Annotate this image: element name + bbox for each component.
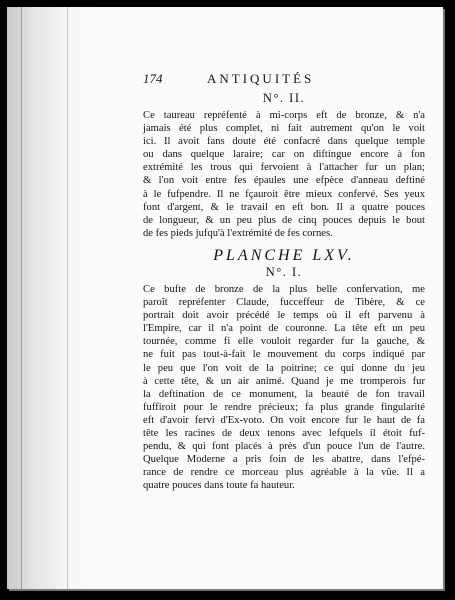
text-line: pendu, & qui font placés à près d'un pouce l'un de l'autre. bbox=[143, 441, 425, 453]
text-line: de longueur, & un peu plus de cinq pouces depuis le bout bbox=[143, 214, 425, 226]
text-line: Quelque Moderne a pris foin de les abattre, dans l'efpé- bbox=[143, 454, 425, 466]
text-line: portrait doit avoir précédé le temps où il eft parvenu à bbox=[143, 310, 425, 322]
text-line: tête les racines de deux tenons avec lefquels il étoit fuf- bbox=[143, 427, 425, 439]
text-line: de fes pieds jufqu'à l'extrémité de fes cornes. bbox=[143, 227, 333, 239]
text-line: jamais été plus complet, ni fait autrement qu'on le voit bbox=[143, 123, 425, 135]
text-line: à cette tête, & un air animé. Quand je me tromperois fur bbox=[143, 375, 425, 387]
text-line: extrémité les trous qui fervoient à l'attacher fur un plan; bbox=[143, 162, 425, 174]
section-number: N°. I. bbox=[265, 264, 303, 279]
section-number: N°. II. bbox=[262, 91, 306, 105]
text-line: Ce bufte de bronze de la plus belle confervation, me bbox=[143, 283, 425, 295]
text-column bbox=[143, 71, 425, 492]
text-line: ne fuit pas tout-à-fait le mouvement du corps indiqué par bbox=[143, 349, 425, 361]
text-line: rance de rendre ce morceau plus agréable à la vûe. Il a bbox=[143, 467, 425, 479]
plate-title: PLANCHE LXV. bbox=[213, 246, 355, 264]
text-line: tournée, comme fi elle vouloit regarder fur la gauche, & bbox=[143, 336, 425, 348]
paragraph bbox=[143, 283, 425, 493]
text-line: ici. Il avoit fans doute été confacré dans quelque temple bbox=[143, 136, 425, 148]
text-line: eft d'avoir fervi d'Ex-voto. On voit encore fur le haut de fa bbox=[143, 414, 425, 426]
gutter-line bbox=[21, 7, 22, 589]
page-number: 174 bbox=[143, 71, 163, 86]
text-line: ou dans quelque laraire; car on diftingue encore à fon bbox=[143, 149, 425, 161]
page-header bbox=[143, 71, 425, 93]
text-line: le peu que l'on voit de la poitrine; ce qui donne du jeu bbox=[143, 362, 425, 374]
text-line: font d'argent, & le travail en eft bon. Il a quatre pouces bbox=[143, 201, 425, 213]
gutter-line bbox=[67, 7, 68, 589]
text-line: la deftination de ce monument, la beauté de fon travail bbox=[143, 388, 425, 400]
text-line: fuffiroit pour le rendre précieux; fa plus grande fingularité bbox=[143, 401, 425, 413]
text-line: Ce taureau repréfenté à mi-corps eft de bronze, & n'a bbox=[143, 110, 425, 121]
running-title: ANTIQUITÉS bbox=[207, 71, 315, 86]
text-line: l'Empire, car il n'a point de couronne. La tête eft un peu bbox=[143, 323, 425, 335]
paragraph bbox=[143, 109, 425, 240]
text-line: paroît repréfenter Claude, fucceffeur de Tibère, & ce bbox=[143, 297, 425, 309]
text-line: quatre pouces dans toute fa hauteur. bbox=[143, 480, 295, 492]
text-line: & l'on voit entre fes épaules une efpèce d'anneau deftiné bbox=[143, 175, 425, 187]
text-line: à le fufpendre. Il ne fçauroit être mieux confervé. Ses yeux bbox=[143, 188, 425, 200]
book-page bbox=[7, 7, 443, 589]
